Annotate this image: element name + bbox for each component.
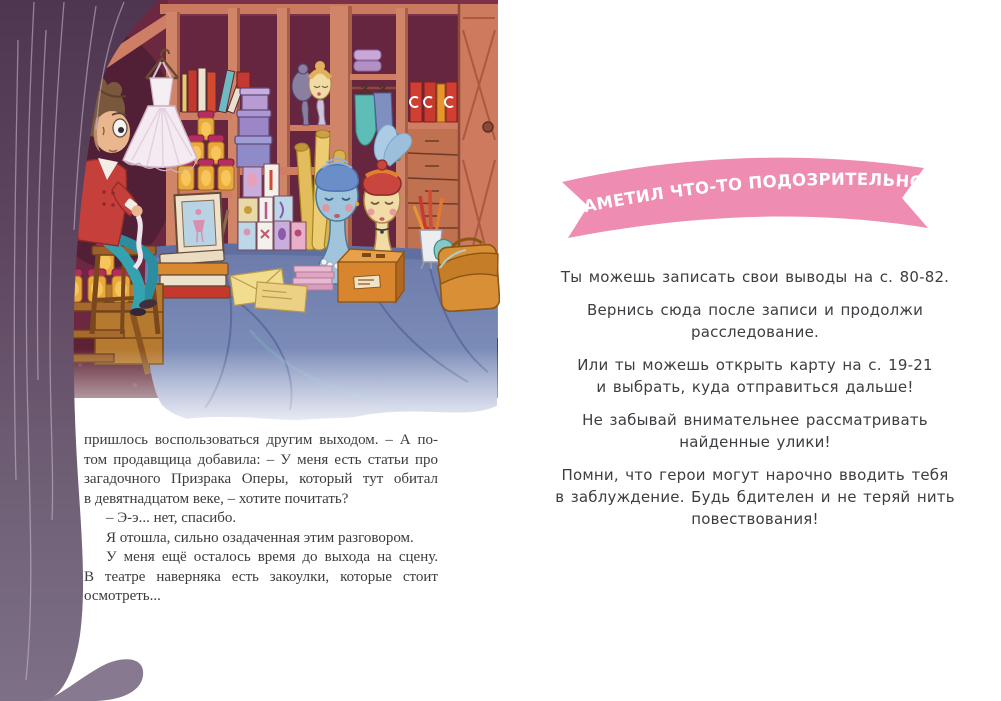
- picture-frame: [174, 193, 228, 255]
- banner-ribbon: [556, 146, 956, 242]
- story-line: Я отошла, сильно озадаченная этим разговором.: [106, 529, 414, 546]
- tips-block: [535, 266, 975, 541]
- tip-line: найденные улики!: [679, 433, 831, 451]
- story-text: [84, 431, 438, 607]
- tip: [535, 464, 975, 530]
- tip: [535, 266, 975, 288]
- leather-bag: [434, 238, 500, 312]
- story-line: У меня ещё осталось время до выхода на сцену.: [106, 549, 438, 565]
- tip-line: Не забывай внимательнее рассматривать: [582, 411, 928, 429]
- folded-towels: [354, 50, 381, 71]
- left-page: [0, 0, 500, 701]
- story-line: загадочного Призрака Оперы, который тут обитал: [84, 471, 438, 487]
- tip-line: расследование.: [691, 323, 819, 341]
- story-line: том продавщица добавила: – У меня есть статьи про: [84, 451, 438, 468]
- story-line: – Э-э... нет, спасибо.: [106, 510, 237, 526]
- tip-line: в заблуждение. Будь бдителен и не теряй нить: [555, 488, 955, 506]
- right-page: [500, 0, 1001, 701]
- story-line: пришлось воспользоваться другим выходом. – А по-: [84, 432, 438, 448]
- tip: [535, 354, 975, 398]
- tip-line: Или ты можешь открыть карту на с. 19-21: [577, 356, 933, 374]
- tip-line: Помни, что герои могут нарочно вводить тебя: [561, 466, 949, 484]
- binders-row: [410, 82, 457, 122]
- tip: [535, 299, 975, 343]
- tip-line: повествования!: [691, 510, 819, 528]
- tip-line: Вернись сюда после записи и продолжи: [586, 301, 924, 319]
- cardboard-box: [338, 249, 404, 302]
- story-line: В театре наверняка есть закоулки, которые стоит: [84, 568, 438, 585]
- story-line: осмотреть...: [84, 588, 161, 604]
- tip: [535, 409, 975, 453]
- story-line: в девятнадцатом веке, – хотите почитать?: [84, 490, 349, 507]
- books-stack: [154, 250, 230, 298]
- banner-label: ЗАМЕТИЛ ЧТО-ТО ПОДОЗРИТЕЛЬНОЕ?: [570, 169, 947, 219]
- tip-line: и выбрать, куда отправиться дальше!: [596, 378, 914, 396]
- tip-line: Ты можешь записать свои выводы на с. 80-82.: [560, 268, 950, 286]
